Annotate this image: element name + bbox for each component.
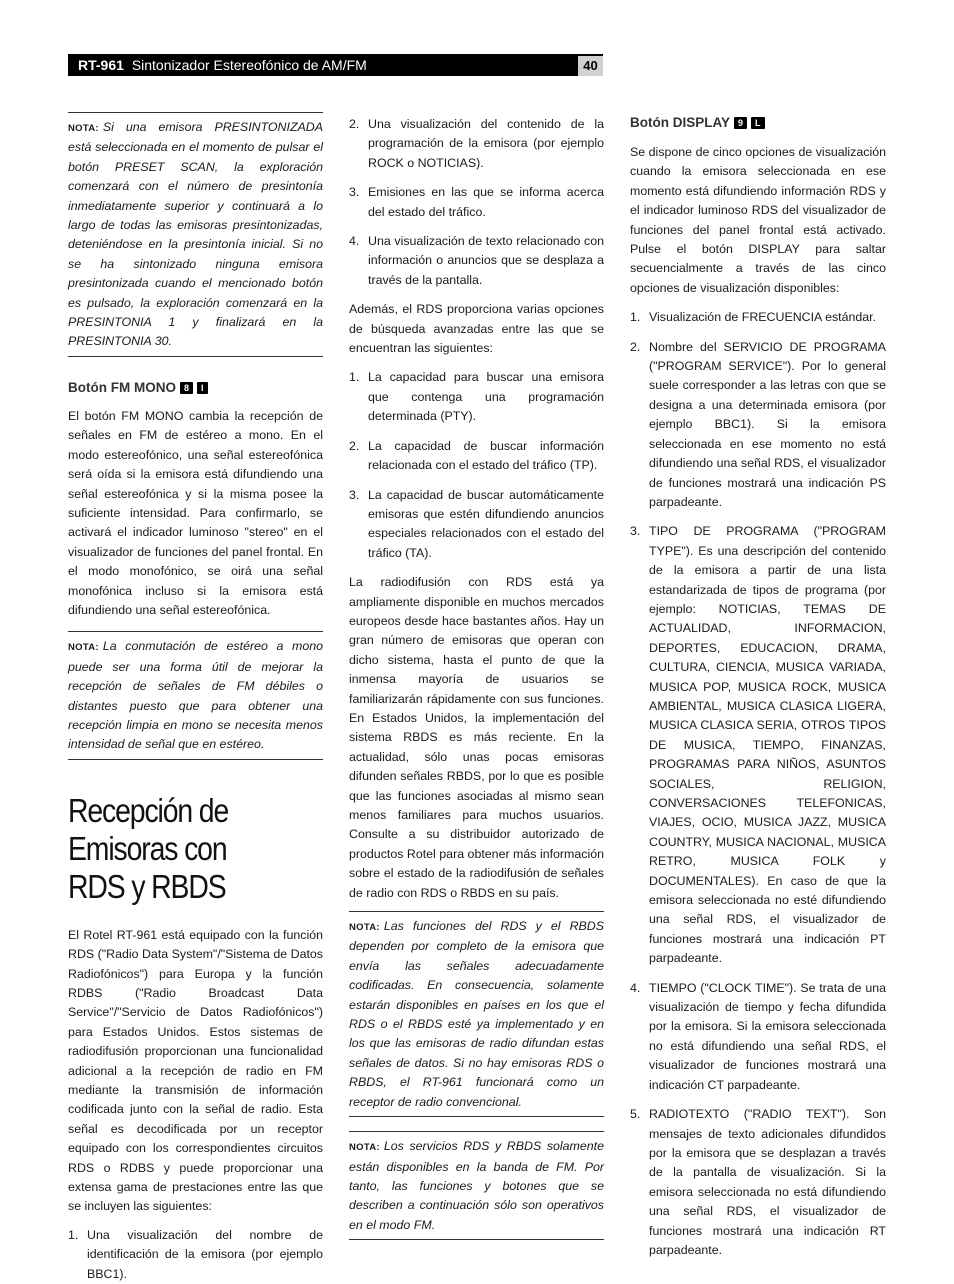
- display-intro-text: Se dispone de cinco opciones de visualización cuando la emisora seleccionada en ese momento está difundiendo información RDS y el indicador luminoso RDS del visualizador de funciones del panel frontal está activado. Pulse el botón DISPLAY para saltar secuencialmente a través de las cinco opciones de visualización disponibles:: [630, 145, 886, 295]
- display-options-list: [630, 308, 886, 1260]
- fm-mono-heading: [68, 379, 323, 397]
- display-heading: [630, 114, 886, 132]
- rds-section-heading: Recepción de Emisoras con RDS y RBDS: [68, 791, 229, 905]
- badge-remote: L: [751, 117, 765, 129]
- column-right: [630, 112, 886, 1260]
- note-label: NOTA:: [349, 922, 380, 934]
- list-item: 1. Una visualización del nombre de identificación de la emisora (por ejemplo BBC1).: [68, 1227, 323, 1281]
- note-text: Los servicios RDS y RBDS solamente están disponibles en la banda de FM. Por tanto, las funciones y botones que se describen a continuación sólo son operativos en el modo FM.: [349, 1139, 604, 1232]
- list-item: 2. Una visualización del contenido de la programación de la emisora (por ejemplo ROCK o NOTICIAS).: [349, 117, 604, 170]
- rds-feature-list: [68, 1226, 323, 1284]
- list-item: 1. Visualización de FRECUENCIA estándar.: [630, 310, 877, 325]
- list-item: 5. RADIOTEXTO ("RADIO TEXT"). Son mensajes de texto adicionales difundidos por la emisora que se desplazan a través de la pantalla de visualización. Si la emisora seleccionada no está difundiendo una señal RDS, el visualizador de funciones mostrará una indicación RT parpadeante.: [630, 1107, 886, 1257]
- badge-front-panel: 8: [180, 382, 193, 394]
- column-left: [68, 112, 323, 1284]
- note-label: NOTA:: [349, 1142, 380, 1154]
- list-item: 3. Emisiones en las que se informa acerca del estado del tráfico.: [349, 185, 604, 219]
- page-header: [68, 54, 603, 76]
- model-name: RT-961: [78, 57, 124, 73]
- note-label: NOTA:: [68, 123, 99, 134]
- page-number: 40: [578, 56, 603, 76]
- note-stereo-mono: [68, 631, 323, 759]
- rds-intro-text: El Rotel RT-961 está equipado con la función RDS ("Radio Data System"/"Sistema de Datos Radiofónicos") para Europa y la función RDBS ("Radio Broadcast Data Service"/"Servicio de Datos Radiofónicos") para Estados Unidos. Estos sistemas de radiodifusión proporcionan una funcionalidad adicional a la recepción de radio en FM mediante la transmisión de información codificada junto con la señal de radio. Esta señal es decodificada por un receptor equipado con los correspondientes circuitos RDS o RDBS y puede proporcionar una extensa gama de prestaciones entre las que se incluyen las siguientes:: [68, 927, 323, 1214]
- list-item: 4. TIEMPO ("CLOCK TIME"). Se trata de una visualización de tiempo y fecha difundida por la emisora. Si la emisora seleccionada no está difundiendo una señal RDS, el visualizador de funciones mostrará una indicación CT parpadeante.: [630, 980, 886, 1092]
- note-text: Si una emisora PRESINTONIZADA está seleccionada en el momento de pulsar el botón PRESET SCAN, la exploración comenzará con el número de presintonía inmediatamente superior y continuará a lo largo de todas las emisoras presintonizadas, deteniéndose en la presintonía inicial. Si no se ha sintonizado ninguna emisora presintonizada cuando el mencionado botón es pulsado, la exploración comenzará en la PRESINTONIA 1 y finalizará en la PRESINTONIA 30.: [68, 120, 323, 349]
- note-text: Las funciones del RDS y el RBDS dependen por completo de la emisora que envía las señales adecuadamente codificadas. En consecuencia, solamente estarán disponibles en países en los que el RDS o el RBDS esté ya implementado y en los que las emisoras de radio difundan estas señales de datos. Si no hay emisoras RDS o RBDS, el RT-961 funcionará como un receptor de radio convencional.: [349, 919, 604, 1109]
- list-item: 2. La capacidad de buscar información relacionada con el estado del tráfico (TP).: [349, 438, 604, 473]
- list-item: 4. Una visualización de texto relacionado con información o anuncios que se desplaza a través de la pantalla.: [349, 234, 604, 287]
- heading-text: Botón DISPLAY: [630, 115, 731, 130]
- heading-text: Botón FM MONO: [68, 379, 176, 395]
- rds-feature-list-cont: [349, 115, 604, 290]
- availability-text: La radiodifusión con RDS está ya ampliamente disponible en muchos mercados europeos desde hace bastantes años. Hay un gran número de emisoras que operan con dicho sistema, hasta el punto de que la inmensa mayoría de usuarios se familiarizarán rápidamente con sus funciones. En Estados Unidos, la implementación del sistema RBDS es más reciente. En la actualidad, sólo unas pocas emisoras difunden señales RBDS, por lo que es posible que las funciones asociadas al mismo sean menos familiares para muchos usuarios. Consulte a su distribuidor autorizado de productos Rotel para obtener más información sobre el estado de la radiodifusión de señales de radio con RDS o RBDS en su país.: [349, 575, 604, 900]
- badge-remote: I: [197, 382, 208, 394]
- fm-mono-text: El botón FM MONO cambia la recepción de señales en FM de estéreo a mono. En el modo estereofónico, una señal estereofónica será oída si la emisora está difundiendo una señal estereofónica y si la misma posee la suficiente intensidad. Para confirmarlo, se activará el indicador luminoso "stereo" en el visualizador de funciones del panel frontal. En el modo monofónico, se oirá una señal monofónica incluso si la emisora está difundiendo una señal estereofónica.: [68, 408, 323, 617]
- product-title: Sintonizador Estereofónico de AM/FM: [131, 57, 367, 73]
- badge-front-panel: 9: [734, 117, 747, 129]
- column-middle: [349, 112, 604, 1240]
- search-options-list: [349, 368, 604, 563]
- list-item: 3. TIPO DE PROGRAMA ("PROGRAM TYPE"). Es una descripción del contenido de la emisora a partir de una lista estandarizada de tipos de programa (por ejemplo: NOTICIAS, TEMAS DE ACTUALIDAD, INFORMACION, DEPORTES, EDUCACION, DRAMA, CULTURA, CIENCIA, MUSICA VARIADA, MUSICA POP, MUSICA ROCK, MUSICA AMBIENTAL, MUSICA CLASICA LIGERA, MUSICA CLASICA SERIA, OTROS TIPOS DE MUSICA, TIEMPO, FINANZAS, PROGRAMAS PARA NIÑOS, ASUNTOS SOCIALES, RELIGION, CONVERSACIONES TELEFONICAS, VIAJES, OCIO, MUSICA JAZZ, MUSICA COUNTRY, MUSICA NACIONAL, MUSICA RETRO, MUSICA FOLK y DOCUMENTALES). En caso de que la emisora seleccionada no esté difundiendo una señal RDS, el visualizador de funciones mostrará una indicación PT parpadeante.: [630, 524, 886, 966]
- note-preset-scan: [68, 112, 323, 357]
- list-item: 1. La capacidad para buscar una emisora que contenga una programación determinada (PTY).: [349, 370, 604, 424]
- note-text: La conmutación de estéreo a mono puede ser una forma útil de mejorar la recepción de señales de FM débiles o distantes puesto que para obtener una recepción limpia en mono se necesita menos intensidad de señal que en estéreo.: [68, 639, 323, 752]
- note-label: NOTA:: [68, 642, 99, 654]
- note-rds-dependency: [349, 911, 604, 1117]
- list-item: 2. Nombre del SERVICIO DE PROGRAMA ("PROGRAM SERVICE"). Por lo general suele corresponder a las letras con que se designa a una determinada emisora (por ejemplo BBC1). Si la emisora seleccionada en ese momento no está difundiendo una señal RDS, el visualizador de funciones mostrará una indicación PS parpadeante.: [630, 339, 886, 509]
- note-fm-only: [349, 1131, 604, 1240]
- list-item: 3. La capacidad de buscar automáticamente emisoras que estén difundiendo anuncios especiales relacionados con el estado del tráfico (TA).: [349, 487, 604, 560]
- search-intro-text: Además, el RDS proporciona varias opciones de búsqueda avanzadas entre las que se encuentran las siguientes:: [349, 302, 604, 356]
